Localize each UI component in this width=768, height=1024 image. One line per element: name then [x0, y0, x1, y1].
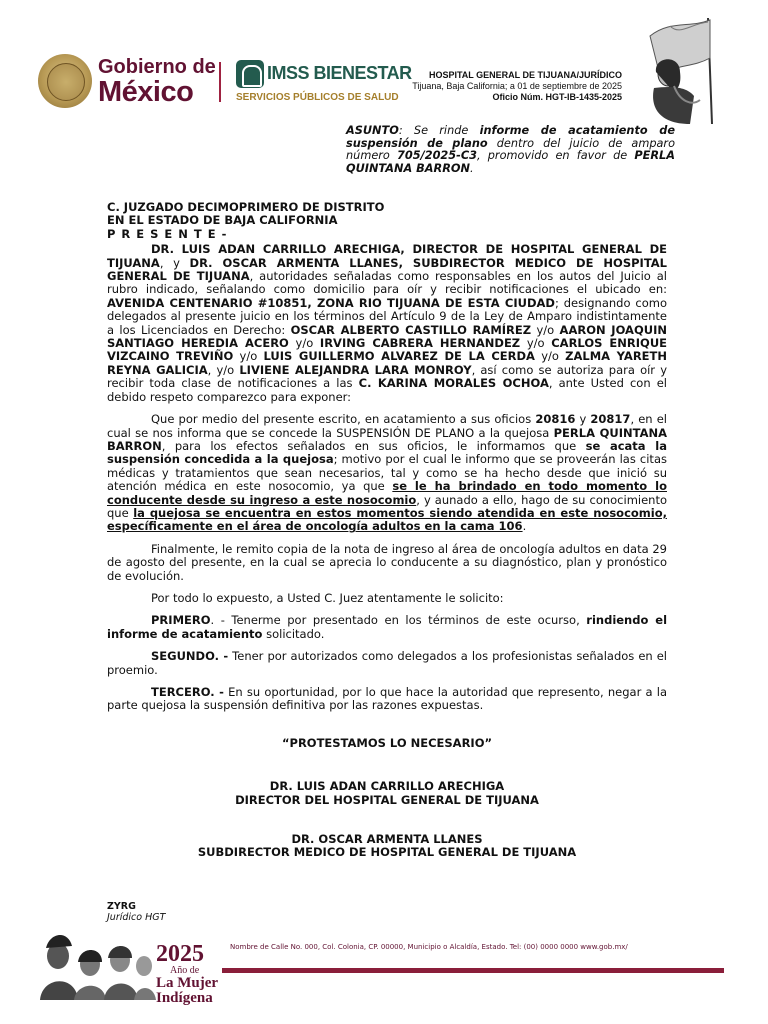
initials-block: [107, 901, 165, 923]
department: Jurídico HGT: [107, 912, 166, 923]
imss-emblem-icon: [236, 60, 264, 88]
paragraph-acatamiento: Que por medio del presente escrito, en acatamiento a sus oficios 20816 y 20817, en el cual se nos informa que se concede la SUSPENSIÓN DE PLANO a la quejosa PERLA QUINTANA BARRON, para los efectos señalados en sus oficios, le informamos que se acata la suspensión concedida a la quejosa; motivo por el cual le informo que se proveerán las citas médicas y tratamientos que sean necesarios, tal y como se ha hecho desde que inició su atención médica en este nosocomio, ya que se le ha brindado en todo momento lo conducente desde su ingreso a este nosocomio, y aunado a ello, hago de su conocimiento que la quejosa se encuentra en estos momentos siendo atendida en este nosocomio, específicamente en el área de oncología adultos en la cama 106.: [107, 412, 668, 534]
asunto-bold: informe de acatamiento de suspensión de plano: [346, 124, 675, 150]
closing-formula: “PROTESTAMOS LO NECESARIO”: [281, 735, 493, 750]
addressee-line2: EN EL ESTADO DE BAJA CALIFORNIA: [107, 213, 338, 228]
asunto-text: .: [469, 161, 474, 175]
paragraph-finalmente: Finalmente, le remito copia de la nota de ingreso al área de oncología adultos en data 29 de agosto del presente, en la cual se aprecia lo conducente a su diagnóstico, plan y pronóstico de evolución.: [107, 541, 667, 583]
indigenous-women-illustration-icon: [36, 926, 156, 1000]
asunto-text: , promovido en favor de: [477, 149, 635, 162]
signer1-title: DIRECTOR DEL HOSPITAL GENERAL DE TIJUANA: [235, 792, 539, 807]
paragraph-tercero: TERCERO. - En su oportunidad, por lo que hace la autoridad que represento, negar a la parte quejosa la suspensión definitiva por las razones expuestas.: [107, 685, 667, 713]
oficio-number: Oficio Núm. HGT-IB-1435-2025: [492, 92, 622, 102]
paragraph-solicito: Por todo lo expuesto, a Usted C. Juez atentamente le solicito:: [151, 590, 504, 605]
presente-line: P R E S E N T E -: [107, 226, 228, 241]
imss-bienestar-logo: [236, 60, 412, 106]
paragraph-primero: PRIMERO. - Tenerme por presentado en los términos de este ocurso, rindiendo el informe de acatamiento solicitado.: [107, 613, 668, 641]
signer2-title: SUBDIRECTOR MEDICO DE HOSPITAL GENERAL DE TIJUANA: [197, 845, 577, 860]
year-caption: Indígena: [156, 990, 213, 1006]
year-number: 2025: [156, 941, 204, 967]
document-body: [107, 201, 667, 860]
imss-subtitle: SERVICIOS PÚBLICOS DE SALUD: [236, 92, 399, 103]
asunto-block: [346, 125, 675, 175]
signer1-name: DR. LUIS ADAN CARRILLO ARECHIGA: [269, 779, 505, 794]
year-caption: La Mujer: [156, 975, 219, 991]
gobierno-de-mexico-logo: [38, 52, 228, 112]
office-name: HOSPITAL GENERAL DE TIJUANA/JURÍDICO: [428, 70, 622, 80]
asunto-text: : Se rinde: [398, 124, 480, 137]
year-caption: Año de: [170, 965, 200, 976]
gob-logo-line2: México: [98, 76, 194, 108]
addressee-line1: C. JUZGADO DECIMOPRIMERO DE DISTRITO: [107, 200, 385, 214]
case-number: 705/2025-C3: [397, 149, 477, 162]
header-meta: [412, 70, 622, 103]
paragraph-segundo: SEGUNDO. - Tener por autorizados como delegados a los profesionistas señalados en el proemio.: [107, 649, 667, 677]
flag-woman-illustration-icon: [630, 16, 730, 126]
footer-address: Nombre de Calle No. 000, Col. Colonia, CP. 00000, Municipio o Alcaldía, Estado. Tel: (00) 0000 0000 www.gob.mx/: [230, 943, 628, 951]
signer2-name: DR. OSCAR ARMENTA LLANES: [291, 832, 483, 847]
national-seal-icon: [38, 54, 92, 108]
gob-logo-line1: Gobierno de: [98, 56, 216, 78]
logo-divider: [219, 62, 221, 102]
paragraph-proemio: DR. LUIS ADAN CARRILLO ARECHIGA, DIRECTOR DE HOSPITAL GENERAL DE TIJUANA, y DR. OSCAR ARMENTA LLANES, SUBDIRECTOR MEDICO DE HOSPITAL GENERAL DE TIJUANA, autoridades señaladas como responsables en los autos del Juicio al rubro indicado, señalando como domicilio para oír y recibir notificaciones el ubicado en: AVENIDA CENTENARIO #10851, ZONA RIO TIJUANA DE ESTA CIUDAD; designando como delegados al presente juicio en los términos del Artículo 9 de la Ley de Amparo indistintamente a los Licenciados en Derecho: OSCAR ALBERTO CASTILLO RAMÍREZ y/o AARON JOAQUIN SANTIAGO HEREDIA ACERO y/o IRVING CABRERA HERNANDEZ y/o CARLOS ENRIQUE VIZCAINO TREVIÑO y/o LUIS GUILLERMO ALVAREZ DE LA CERDA y/o ZALMA YARETH REYNA GALICIA, y/o LIVIENE ALEJANDRA LARA MONROY, así como se autoriza para oír y recibir toda clase de notificaciones a las C. KARINA MORALES OCHOA, ante Usted con el debido respeto comparezco para exponer:: [107, 242, 668, 404]
footer-rule: [222, 968, 724, 973]
asunto-label: ASUNTO: [346, 124, 399, 137]
imss-title: IMSS BIENESTAR: [267, 63, 412, 83]
initials: ZYRG: [107, 901, 136, 912]
asunto-text: dentro del juicio de amparo número: [346, 136, 675, 162]
place-date: Tijuana, Baja California; a 01 de septiembre de 2025: [412, 81, 622, 91]
year-logo: [156, 942, 218, 1006]
quejosa-name: PERLA QUINTANA BARRON: [346, 149, 675, 175]
